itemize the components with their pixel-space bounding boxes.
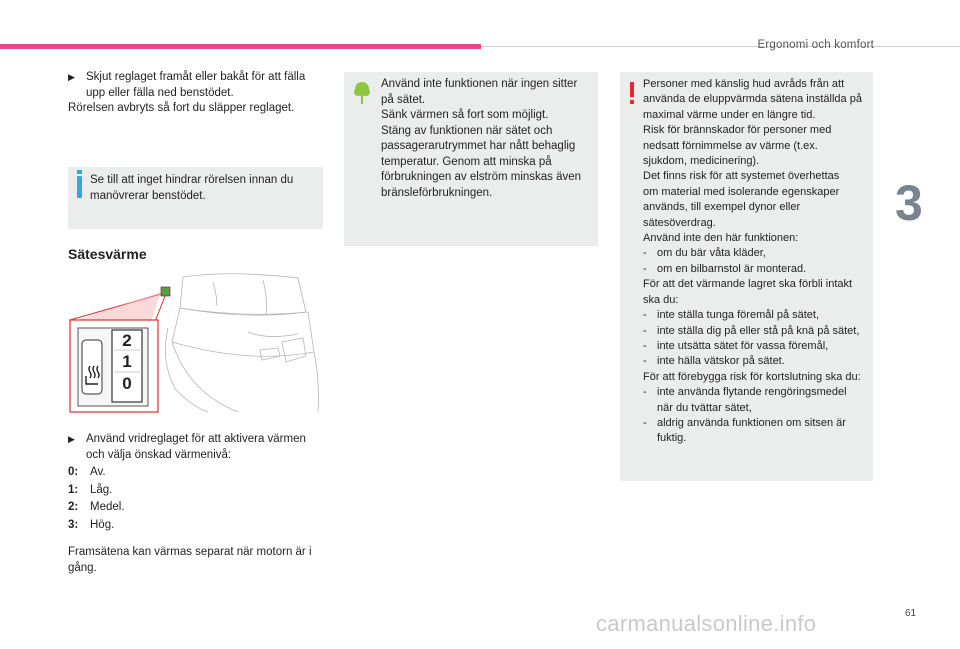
page-number: 61 [905, 608, 917, 619]
warning-list [643, 308, 871, 370]
heat-level-2: 2: Medel. [68, 501, 125, 513]
bullet-item: ▶ Använd vridreglaget för att aktivera värmen och välja önskad värmenivå: [68, 433, 306, 461]
dial-instruction [68, 432, 323, 463]
warning-exclamation-icon [630, 82, 635, 104]
bullet-item: ▶ Skjut reglaget framåt eller bakåt för att fälla upp eller fälla ned benstödet. [68, 71, 306, 99]
seat-heating-illustration [68, 272, 323, 417]
bullet-arrow-icon: ▶ [68, 72, 75, 82]
watermark: carmanualsonline.info [596, 611, 817, 636]
eco-tip-text: Använd inte funktionen när ingen sitter på sätet. Sänk värmen så fort som möjligt. Stäng av funktionen när sätet och passagerarutrymmet har nått behaglig temperatur. Genom att minska på förbrukningen av elström minskas även bränsleförbrukningen. [381, 78, 582, 199]
eco-tip-box [344, 72, 598, 246]
list-item: - inte utsätta sätet för vassa föremål, [643, 339, 829, 352]
seat-illustration-svg [68, 272, 323, 417]
list-item: när du tvättar sätet, [657, 401, 752, 414]
header-rule [481, 46, 960, 47]
list-item: fuktig. [657, 432, 687, 445]
heated-seat-button-marker [161, 287, 170, 296]
list-item: - inte hälla vätskor på sätet. [643, 355, 785, 368]
heat-levels-list [68, 465, 125, 535]
eco-tree-icon [353, 81, 371, 105]
header-accent-bar [0, 44, 481, 49]
paragraph: Rörelsen avbryts så fort du släpper reglaget. [68, 102, 295, 114]
warning-list [643, 385, 871, 447]
dial-label-1: 1 [122, 352, 132, 371]
warning-list [643, 246, 871, 277]
list-item: - om du bär våta kläder, [643, 247, 766, 260]
bullet-arrow-icon: ▶ [68, 434, 75, 444]
info-icon [77, 176, 82, 198]
legrest-instructions [68, 70, 323, 117]
dial-label-0: 0 [122, 374, 132, 393]
heat-level-1: 1: Låg. [68, 483, 113, 496]
dial-label-2: 2 [122, 331, 132, 350]
list-item: - aldrig använda funktionen om sitsen är [643, 416, 846, 429]
list-item: - om en bilbarnstol är monterad. [643, 262, 807, 275]
heat-level-3: 3: Hög. [68, 518, 115, 531]
warning-box [620, 72, 873, 481]
chapter-number: 3 [895, 175, 923, 231]
heat-level-0: 0: Av. [68, 466, 106, 478]
list-item: - inte använda flytande rengöringsmedel [643, 386, 847, 399]
paragraph: Framsätena kan värmas separat när motorn är i gång. [68, 546, 312, 574]
warning-text: Personer med känslig hud avråds från att använda de eluppvärmda sätena inställda på maximal värme under en längre tid. Risk för brännskador för personer med nedsatt förnimmelse av värme (t.ex. sjukdom, medicinering). Det finns risk för att systemet överhettas om material med isolerande egenskaper används, till exempel dynor eller sätesöverdrag. Använd inte den här funktionen: - om du bär våta kläder, - om en bilbarnstol är monterad. För att det värmande lagret ska förbli intakt ska du: - inte ställa tunga föremål på sätet, - inte ställa dig på eller stå på knä på sätet, - inte utsätta sätet för vassa föremål, - inte hälla vätskor på sätet. För att förebygga risk för kortslutning ska du: - inte använda flytande rengöringsmedel när du tvättar sätet, - aldrig använda funktionen om sitsen är fuktig. [643, 77, 871, 447]
info-note-text: Se till att inget hindrar rörelsen innan du manövrerar benstödet. [90, 174, 294, 202]
section-title: Ergonomi och komfort [757, 39, 874, 51]
list-item: - inte ställa dig på eller stå på knä på sätet, [643, 324, 860, 337]
list-item: - inte ställa tunga föremål på sätet, [643, 309, 820, 322]
section-heading: Sätesvärme [68, 246, 147, 262]
info-note-box [68, 167, 323, 229]
